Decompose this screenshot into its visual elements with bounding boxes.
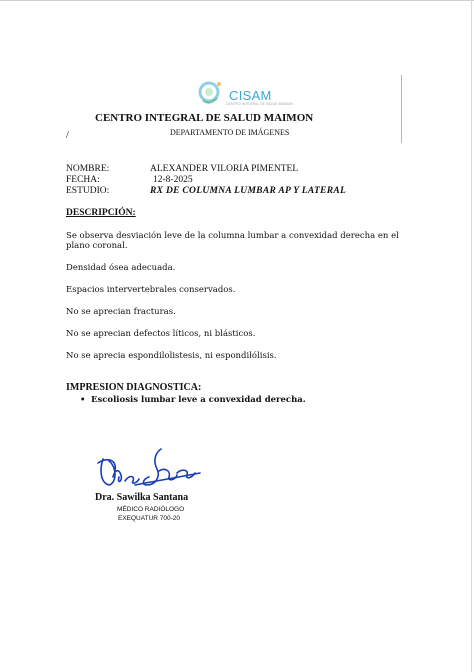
page-right-border [471, 0, 472, 672]
center-title: CENTRO INTEGRAL DE SALUD MAIMON [95, 112, 314, 124]
date-label: FECHA: [66, 175, 100, 185]
name-label: NOMBRE: [66, 164, 110, 174]
doctor-role: MÉDICO RADIÓLOGO [117, 506, 185, 513]
finding-paragraph: Espacios intervertebrales conservados. [66, 285, 236, 295]
bullet-icon: • [80, 395, 86, 405]
doctor-signature [95, 447, 205, 492]
finding-paragraph: Se observa desviación leve de la columna lumbar a convexidad derecha en el plano coronal. [66, 231, 399, 251]
logo-text: CISAM [229, 88, 272, 103]
cisam-logo [193, 78, 293, 108]
logo-subtext: CENTRO INTEGRAL DE SALUD MAIMON [226, 102, 293, 106]
date-value: 12-8-2025 [153, 175, 193, 185]
finding-paragraph: No se aprecian fracturas. [66, 307, 176, 317]
name-value: ALEXANDER VILORIA PIMENTEL [150, 164, 299, 174]
study-label: ESTUDIO: [66, 186, 110, 196]
description-title: DESCRIPCIÓN: [66, 208, 136, 218]
finding-paragraph: No se aprecian defectos líticos, ni blásticos. [66, 329, 256, 339]
slash-mark: / [66, 130, 69, 141]
header-divider [401, 75, 402, 143]
logo-icon [193, 78, 229, 108]
doctor-name: Dra. Sawilka Santana [95, 492, 189, 503]
doctor-exequatur: EXEQUATUR 700-20 [118, 515, 181, 522]
impression-title: IMPRESION DIAGNOSTICA: [66, 382, 202, 393]
study-value: RX DE COLUMNA LUMBAR AP Y LATERAL [150, 186, 347, 196]
impression-text: Escoliosis lumbar leve a convexidad derecha. [90, 395, 306, 405]
finding-paragraph: Densidad ósea adecuada. [66, 263, 176, 273]
department-name: DEPARTAMENTO DE IMÁGENES [170, 128, 290, 137]
finding-paragraph: No se aprecia espondilolistesis, ni espondilólisis. [66, 351, 277, 361]
page-top-border [0, 0, 474, 1]
impression-item [80, 395, 306, 405]
